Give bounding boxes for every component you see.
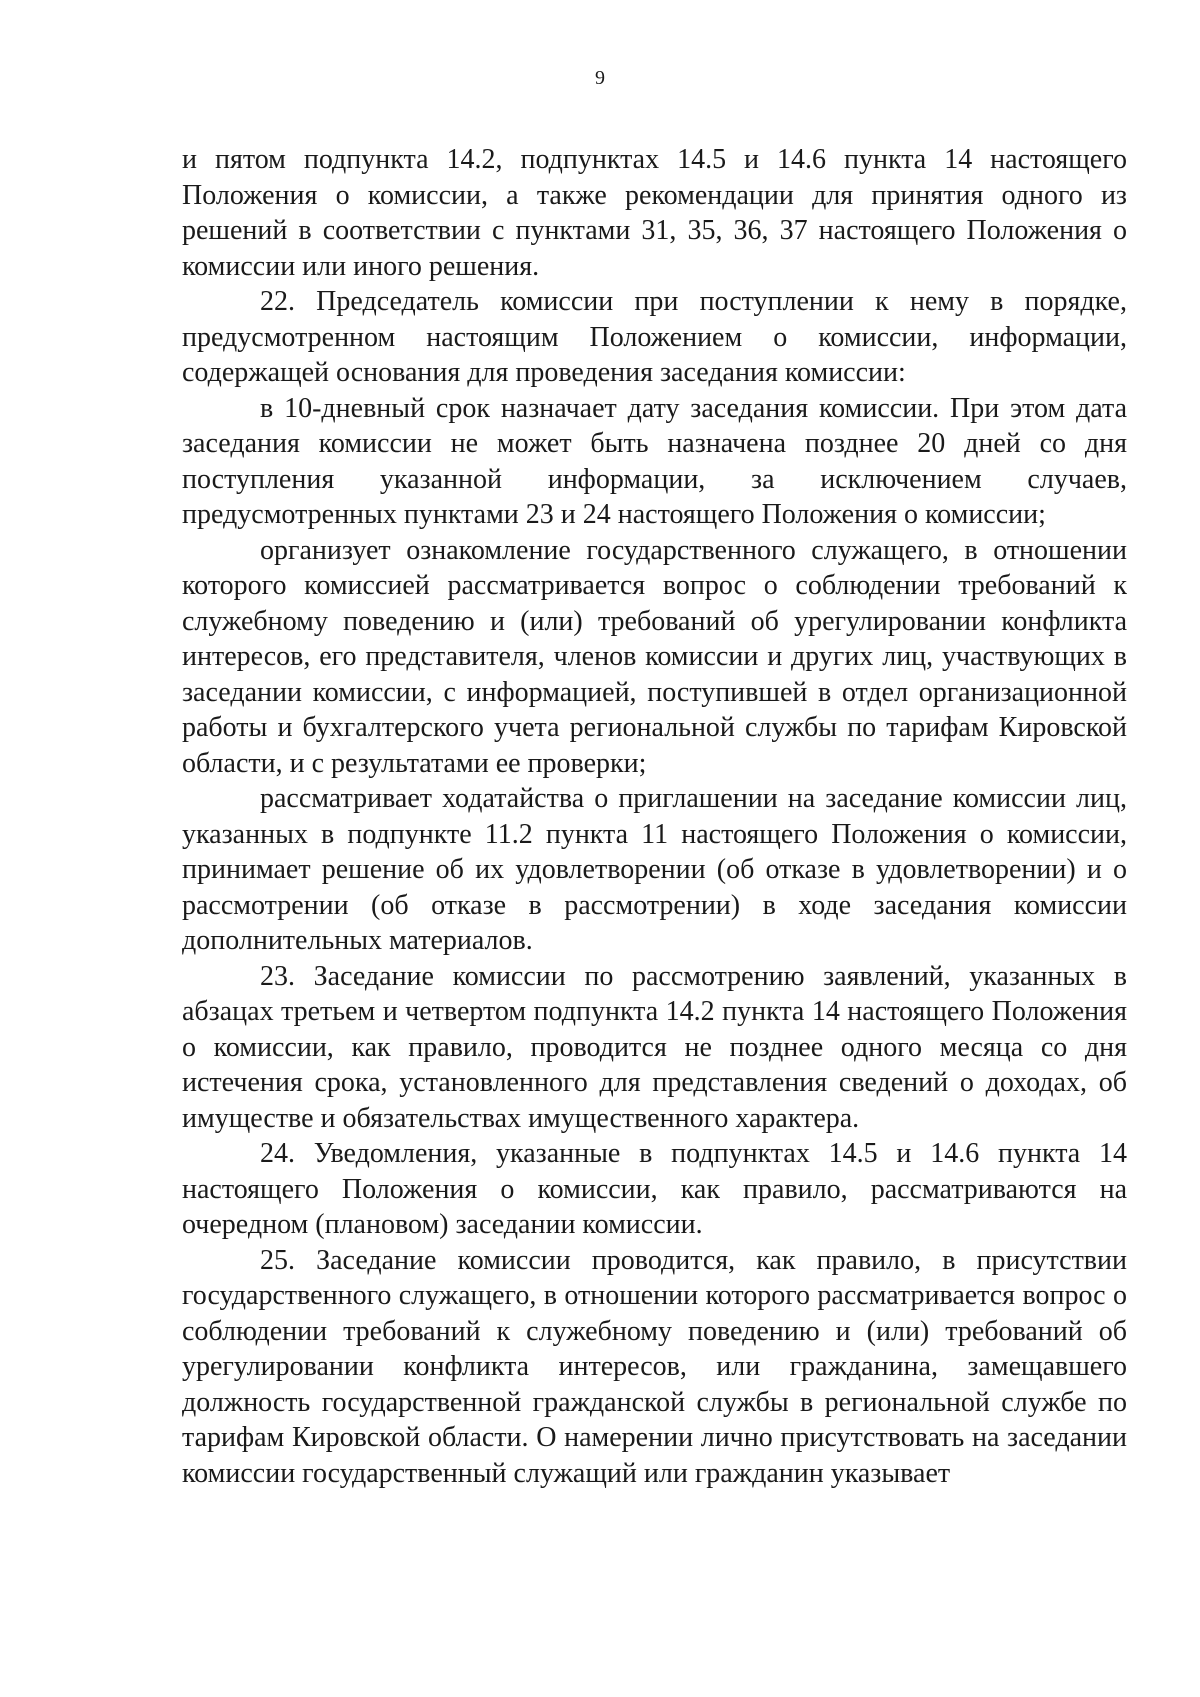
paragraph-22-item-familiarization: организует ознакомление государственного служащего, в отношении которого комиссией рассматривается вопрос о соблюдении требований к служебному поведению и (или) требований об урегулировании конфликта интересов, его представителя, членов комиссии и других лиц, участвующих в заседании комиссии, с информацией, поступившей в отдел организационной работы и бухгалтерского учета региональной службы по тарифам Кировской области, и с результатами ее проверки; <box>182 534 1127 779</box>
page-number: 9 <box>595 67 605 89</box>
paragraph-22-item-petitions: рассматривает ходатайства о приглашении на заседание комиссии лиц, указанных в подпункте 11.2 пункта 11 настоящего Положения о комиссии, принимает решение об их удовлетворении (об отказе в удовлетворении) и о рассмотрении (об отказе в рассмотрении) в ходе заседания комиссии дополнительных материалов. <box>182 783 1127 956</box>
paragraph-23: 23. Заседание комиссии по рассмотрению заявлений, указанных в абзацах третьем и четвертом подпункта 14.2 пункта 14 настоящего Положения о комиссии, как правило, проводится не позднее одного месяца со дня истечения срока, установленного для представления сведений о доходах, об имуществе и обязательствах имущественного характера. <box>182 960 1127 1134</box>
paragraph-22-item-date: в 10-дневный срок назначает дату заседания комиссии. При этом дата заседания комиссии не может быть назначена позднее 20 дней со дня поступления указанной информации, за исключением случаев, предусмотренных пунктами 23 и 24 настоящего Положения о комиссии; <box>182 392 1127 530</box>
paragraph-24: 24. Уведомления, указанные в подпунктах 14.5 и 14.6 пункта 14 настоящего Положения о комиссии, как правило, рассматриваются на очередном (плановом) заседании комиссии. <box>182 1138 1127 1240</box>
paragraph-22: 22. Председатель комиссии при поступлении к нему в порядке, предусмотренном настоящим Положением о комиссии, информации, содержащей основания для проведения заседания комиссии: <box>182 286 1127 388</box>
document-body <box>182 142 1127 1491</box>
paragraph-25: 25. Заседание комиссии проводится, как правило, в присутствии государственного служащего, в отношении которого рассматривается вопрос о соблюдении требований к служебному поведению и (или) требований об урегулировании конфликта интересов, или гражданина, замещавшего должность государственной гражданской службы в региональной службе по тарифам Кировской области. О намерении лично присутствовать на заседании комиссии государственный служащий или гражданин указывает <box>182 1244 1127 1489</box>
paragraph-continuation: и пятом подпункта 14.2, подпунктах 14.5 и 14.6 пункта 14 настоящего Положения о комиссии, а также рекомендации для принятия одного из решений в соответствии с пунктами 31, 35, 36, 37 настоящего Положения о комиссии или иного решения. <box>182 144 1127 282</box>
